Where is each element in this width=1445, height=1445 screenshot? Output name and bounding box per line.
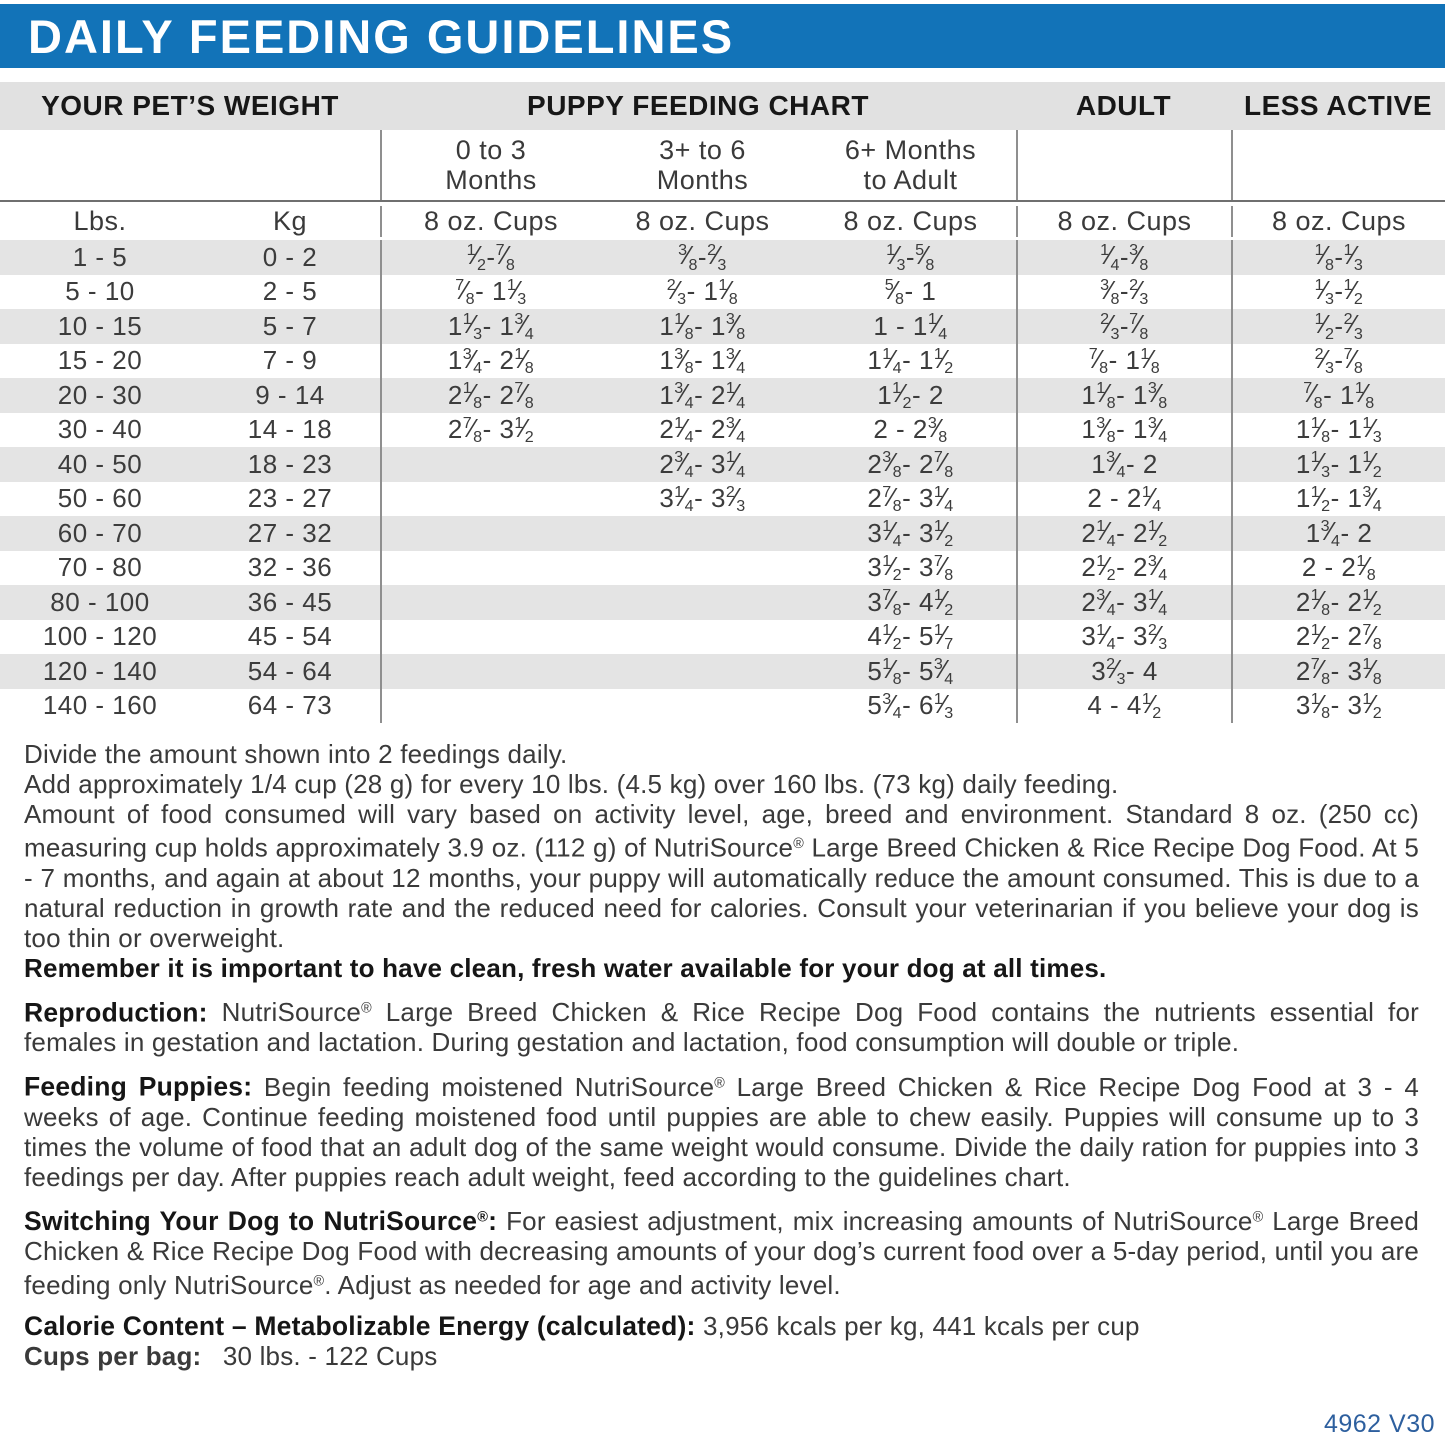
feeding-table-body (0, 240, 1445, 723)
lbs-cell: 5 - 10 (65, 276, 135, 307)
lbs-cell: 15 - 20 (57, 345, 143, 376)
cups-6-adult-cell: 2 - 2 $^3⁄_8$ (873, 412, 948, 447)
cups-3-6-cell (600, 689, 805, 724)
title-bar (0, 4, 1445, 68)
month-header-3-6: 3+ to 6 Months (656, 135, 749, 195)
section-switching-text: For easiest adjustment, mix increasing amounts of NutriSource® Large Breed Chicken & Rice Recipe Dog Food with decreasing amounts of your dog’s current food over a 5-day period, until you are feeding only NutriSource®. Adjust as needed for age and activity level. (24, 1206, 1419, 1301)
lbs-cell: 120 - 140 (42, 655, 158, 686)
cups-6-adult-cell: 3 $^7⁄_8$ - 4 $^1⁄_2$ (867, 585, 954, 619)
table-row (0, 482, 1445, 517)
kg-cell: 45 - 54 (247, 621, 333, 652)
group-header-pet-weight: YOUR PET’S WEIGHT (41, 90, 339, 121)
kg-cell: 9 - 14 (255, 379, 325, 410)
cups-per-bag-line (24, 1341, 1419, 1371)
table-row (0, 654, 1445, 689)
section-feeding-puppies (24, 1068, 1419, 1192)
cups-3-6-cell: 1 $^3⁄_8$ - 1 $^3⁄_4$ (659, 343, 746, 378)
cups-6-adult-cell: 3 $^1⁄_4$ - 3 $^1⁄_2$ (867, 516, 954, 550)
section-switching-lead: Switching Your Dog to NutriSource®: (24, 1206, 498, 1237)
less-active-cups-cell: $^1⁄_2$ - $^2⁄_3$ (1231, 309, 1445, 344)
kg-cell: 0 - 2 (262, 241, 318, 272)
table-row (0, 378, 1445, 413)
note-divide-feedings: Divide the amount shown into 2 feedings daily. (24, 739, 568, 769)
lbs-cell: 80 - 100 (50, 586, 150, 617)
less-active-cups-cell: 1 $^1⁄_8$ - 1 $^1⁄_3$ (1231, 413, 1445, 448)
cups-3-6-cell (600, 551, 805, 586)
kg-cell: 32 - 36 (247, 552, 333, 583)
adult-cups-cell: $^2⁄_3$ - $^7⁄_8$ (1016, 309, 1231, 344)
cups-3-6-cell: 2 $^1⁄_4$ - 2 $^3⁄_4$ (659, 412, 746, 447)
cups-0-3-cell (380, 516, 600, 551)
month-header-row (0, 130, 1445, 202)
units-cups-adult: 8 oz. Cups (1016, 206, 1231, 237)
adult-cups-cell: 1 $^3⁄_8$ - 1 $^3⁄_4$ (1016, 413, 1231, 448)
cups-3-6-cell: 3 $^1⁄_4$ - 3 $^2⁄_3$ (659, 481, 746, 516)
instructions-text (0, 723, 1445, 1371)
adult-cups-cell: 2 $^1⁄_4$ - 2 $^1⁄_2$ (1016, 516, 1231, 551)
section-reproduction (24, 994, 1419, 1058)
kg-cell: 64 - 73 (247, 690, 333, 721)
group-header-adult: ADULT (1075, 90, 1172, 121)
less-active-cups-cell: 2 $^1⁄_8$ - 2 $^1⁄_2$ (1231, 585, 1445, 620)
lbs-cell: 100 - 120 (42, 621, 158, 652)
units-cups-0-3: 8 oz. Cups (380, 206, 600, 237)
cups-6-adult-cell: 5 $^1⁄_8$ - 5 $^3⁄_4$ (867, 654, 954, 688)
kg-cell: 14 - 18 (247, 414, 333, 445)
adult-cups-cell: 3 $^2⁄_3$ - 4 (1016, 654, 1231, 689)
lbs-cell: 30 - 40 (57, 414, 143, 445)
cups-per-bag-value: 30 lbs. - 122 Cups (222, 1341, 438, 1372)
cups-0-3-cell: $^1⁄_2$ - $^7⁄_8$ (380, 240, 600, 275)
less-active-cups-cell: $^1⁄_8$ - $^1⁄_3$ (1231, 240, 1445, 275)
calorie-content-value: 3,956 kcals per kg, 441 kcals per cup (703, 1311, 1140, 1342)
cups-3-6-cell (600, 620, 805, 655)
kg-cell: 36 - 45 (247, 586, 333, 617)
cups-0-3-cell (380, 482, 600, 517)
adult-cups-cell: 2 $^1⁄_2$ - 2 $^3⁄_4$ (1016, 551, 1231, 586)
less-active-cups-cell: 2 $^7⁄_8$ - 3 $^1⁄_8$ (1231, 654, 1445, 689)
less-active-cups-cell: 2 - 2 $^1⁄_8$ (1231, 551, 1445, 586)
kg-cell: 23 - 27 (247, 483, 333, 514)
less-active-cups-cell: $^1⁄_3$ - $^1⁄_2$ (1231, 275, 1445, 310)
units-cups-6-adult: 8 oz. Cups (843, 205, 978, 236)
cups-6-adult-cell: 5 $^3⁄_4$ - 6 $^1⁄_3$ (867, 688, 954, 723)
adult-cups-cell: 1 $^1⁄_8$ - 1 $^3⁄_8$ (1016, 378, 1231, 413)
cups-per-bag-lead: Cups per bag: (24, 1341, 202, 1372)
adult-cups-cell: 2 - 2 $^1⁄_4$ (1016, 482, 1231, 517)
cups-0-3-cell: 2 $^1⁄_8$ - 2 $^7⁄_8$ (380, 378, 600, 413)
cups-3-6-cell (600, 654, 805, 689)
cups-6-adult-cell: $^1⁄_3$ - $^5⁄_8$ (886, 240, 935, 274)
cups-6-adult-cell: 1 - 1 $^1⁄_4$ (873, 309, 948, 343)
less-active-cups-cell: 1 $^1⁄_3$ - 1 $^1⁄_2$ (1231, 447, 1445, 482)
kg-cell: 7 - 9 (262, 345, 318, 376)
cups-3-6-cell: 1 $^1⁄_8$ - 1 $^3⁄_8$ (659, 309, 746, 343)
section-feeding-puppies-lead: Feeding Puppies: (24, 1071, 253, 1102)
month-header-0-3: 0 to 3 Months (380, 130, 600, 200)
cups-3-6-cell: 2 $^3⁄_4$ - 3 $^1⁄_4$ (659, 447, 746, 481)
lbs-cell: 60 - 70 (57, 517, 143, 548)
less-active-cups-cell: 3 $^1⁄_8$ - 3 $^1⁄_2$ (1231, 689, 1445, 724)
table-row (0, 585, 1445, 620)
calorie-content-lead: Calorie Content – Metabolizable Energy (calculated): (24, 1311, 696, 1342)
cups-3-6-cell: 1 $^3⁄_4$ - 2 $^1⁄_4$ (659, 378, 746, 412)
calorie-content-line (24, 1311, 1419, 1341)
less-active-cups-cell: 1 $^3⁄_4$ - 2 (1231, 516, 1445, 551)
table-row (0, 240, 1445, 275)
cups-6-adult-cell: 2 $^3⁄_8$ - 2 $^7⁄_8$ (867, 447, 954, 481)
cups-6-adult-cell: 2 $^7⁄_8$ - 3 $^1⁄_4$ (867, 481, 954, 516)
note-add-quarter-cup: Add approximately 1/4 cup (28 g) for every 10 lbs. (4.5 kg) over 160 lbs. (73 kg) daily feeding. (24, 769, 1119, 799)
cups-6-adult-cell: 1 $^1⁄_4$ - 1 $^1⁄_2$ (867, 343, 954, 378)
lbs-cell: 50 - 60 (57, 483, 143, 514)
lbs-cell: 1 - 5 (72, 241, 128, 272)
cups-0-3-cell (380, 585, 600, 620)
kg-cell: 27 - 32 (247, 517, 333, 548)
table-row (0, 309, 1445, 344)
lbs-cell: 10 - 15 (57, 310, 143, 341)
adult-cups-cell: 2 $^3⁄_4$ - 3 $^1⁄_4$ (1016, 585, 1231, 620)
lbs-cell: 140 - 160 (42, 690, 158, 721)
month-header-6-adult: 6+ Months to Adult (844, 135, 977, 195)
less-active-cups-cell: 1 $^1⁄_2$ - 1 $^3⁄_4$ (1231, 482, 1445, 517)
cups-0-3-cell (380, 689, 600, 724)
cups-6-adult-cell: $^5⁄_8$ - 1 (884, 274, 937, 309)
units-cups-less-active: 8 oz. Cups (1231, 206, 1445, 237)
table-row (0, 447, 1445, 482)
lbs-cell: 20 - 30 (57, 379, 143, 410)
cups-6-adult-cell: 4 $^1⁄_2$ - 5 $^1⁄_7$ (867, 619, 954, 654)
units-cups-3-6: 8 oz. Cups (635, 205, 770, 236)
cups-3-6-cell: $^3⁄_8$ - $^2⁄_3$ (678, 240, 727, 274)
page-title: DAILY FEEDING GUIDELINES (28, 9, 735, 63)
table-row (0, 344, 1445, 379)
kg-cell: 54 - 64 (247, 655, 333, 686)
table-group-header-band (0, 82, 1445, 130)
section-feeding-puppies-text: Begin feeding moistened NutriSource® Large Breed Chicken & Rice Recipe Dog Food at 3 - 4 weeks of age. Continue feeding moistened food until puppies are able to chew easily. Puppies will consume up to 3 times the volume of food that an adult dog of the same weight would consume. Divide the daily ration for puppies into 3 feedings per day. After puppies reach adult weight, feed according to the guidelines chart. (24, 1071, 1419, 1192)
section-reproduction-text: NutriSource® Large Breed Chicken & Rice Recipe Dog Food contains the nutrients essential for females in gestation and lactation. During gestation and lactation, food consumption will double or triple. (24, 997, 1419, 1058)
kg-cell: 2 - 5 (262, 276, 318, 307)
cups-3-6-cell (600, 585, 805, 620)
units-lbs: Lbs. (73, 205, 127, 236)
group-header-less-active: LESS ACTIVE (1243, 90, 1433, 121)
note-fresh-water: Remember it is important to have clean, fresh water available for your dog at all times. (24, 952, 1107, 983)
cups-0-3-cell (380, 447, 600, 482)
section-switching (24, 1203, 1419, 1300)
lbs-cell: 70 - 80 (57, 552, 143, 583)
cups-0-3-cell: 1 $^3⁄_4$ - 2 $^1⁄_8$ (380, 344, 600, 379)
table-row (0, 413, 1445, 448)
less-active-cups-cell: $^2⁄_3$ - $^7⁄_8$ (1231, 344, 1445, 379)
kg-cell: 5 - 7 (262, 310, 318, 341)
units-kg: Kg (272, 205, 308, 236)
cups-3-6-cell (600, 516, 805, 551)
adult-cups-cell: $^3⁄_8$ - $^2⁄_3$ (1016, 275, 1231, 310)
table-row (0, 620, 1445, 655)
section-reproduction-lead: Reproduction: (24, 997, 208, 1028)
adult-cups-cell: $^1⁄_4$ - $^3⁄_8$ (1016, 240, 1231, 275)
table-row (0, 275, 1445, 310)
cups-6-adult-cell: 1 $^1⁄_2$ - 2 (877, 378, 944, 412)
cups-0-3-cell (380, 654, 600, 689)
adult-cups-cell: 1 $^3⁄_4$ - 2 (1016, 447, 1231, 482)
adult-cups-cell: 3 $^1⁄_4$ - 3 $^2⁄_3$ (1016, 620, 1231, 655)
kg-cell: 18 - 23 (247, 448, 333, 479)
lbs-cell: 40 - 50 (57, 448, 143, 479)
less-active-cups-cell: 2 $^1⁄_2$ - 2 $^7⁄_8$ (1231, 620, 1445, 655)
table-row (0, 551, 1445, 586)
note-amount-paragraph: Amount of food consumed will vary based on activity level, age, breed and environment. Standard 8 oz. (250 cc) measuring cup holds approximately 3.9 oz. (112 g) of NutriSource® Large Breed Chicken & Rice Recipe Dog Food. At 5 - 7 months, and again at about 12 months, your puppy will automatically reduce the amount consumed. This is due to a natural reduction in growth rate and the reduced need for calories. Consult your veterinarian if you believe your dog is too thin or overweight. (24, 799, 1419, 953)
table-row (0, 689, 1445, 724)
cups-0-3-cell (380, 551, 600, 586)
cups-0-3-cell: $^7⁄_8$ - 1 $^1⁄_3$ (380, 275, 600, 310)
cups-0-3-cell: 2 $^7⁄_8$ - 3 $^1⁄_2$ (380, 413, 600, 448)
group-header-puppy-chart: PUPPY FEEDING CHART (527, 90, 869, 121)
cups-6-adult-cell: 3 $^1⁄_2$ - 3 $^7⁄_8$ (867, 550, 954, 585)
units-header-row (0, 202, 1445, 240)
table-row (0, 516, 1445, 551)
adult-cups-cell: $^7⁄_8$ - 1 $^1⁄_8$ (1016, 344, 1231, 379)
cups-3-6-cell: $^2⁄_3$ - 1 $^1⁄_8$ (666, 274, 739, 309)
adult-cups-cell: 4 - 4 $^1⁄_2$ (1016, 689, 1231, 724)
less-active-cups-cell: $^7⁄_8$ - 1 $^1⁄_8$ (1231, 378, 1445, 413)
cups-0-3-cell (380, 620, 600, 655)
print-code: 4962 V30 (1323, 1410, 1435, 1438)
cups-0-3-cell: 1 $^1⁄_3$ - 1 $^3⁄_4$ (380, 309, 600, 344)
